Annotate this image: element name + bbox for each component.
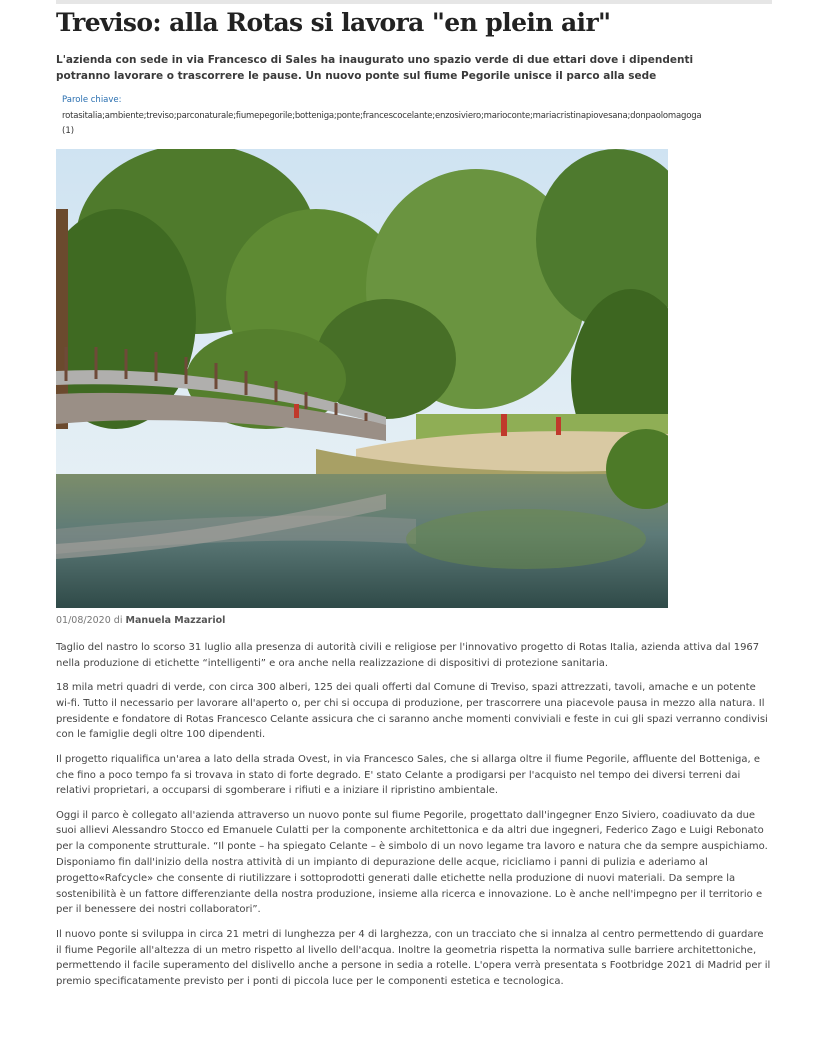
publish-date: 01/08/2020 (56, 615, 111, 626)
article-title: Treviso: alla Rotas si lavora "en plein air" (56, 8, 611, 37)
paragraph: 18 mila metri quadri di verde, con circa 300 alberi, 125 dei quali offerti dal Comune di Treviso, spazi attrezzati, tavoli, amache e un potente wi-fi. Tutto il necessario per lavorare all'aperto o, per chi si occupa di produzione, per trascorrere una piacevole pausa in mezzo alla natura. Il presidente e fondatore di Rotas Francesco Celante assicura che ci saranno anche momenti conviviali e feste in cui gli spazi verranno condivisi con le famiglie degli oltre 100 dipendenti. (56, 682, 768, 741)
top-divider (56, 0, 772, 4)
paragraph: Il progetto riqualifica un'area a lato della strada Ovest, in via Francesco Sales, che si allarga oltre il fiume Pegorile, affluente del Botteniga, e che fino a poco tempo fa si trovava in stato di forte degrado. E' stato Celante a prodigarsi per l'acquisto nel tempo dei diversi terreni dai relativi proprietari, a occuparsi di sgomberare i rifiuti e a iniziare il ripristino ambientale. (56, 753, 761, 797)
byline-di: di (113, 615, 123, 626)
byline (56, 615, 225, 626)
author-name[interactable]: Manuela Mazzariol (125, 615, 226, 626)
keywords-count: (1) (62, 126, 75, 136)
article-body (56, 640, 772, 998)
keywords-label: Parole chiave: (62, 95, 122, 105)
paragraph: Taglio del nastro lo scorso 31 luglio alla presenza di autorità civili e religiose per l'innovativo progetto di Rotas Italia, azienda attiva dal 1967 nella produzione di etichette “intelligenti” e ora anche nella realizzazione di dispositivi di protezione sanitaria. (56, 642, 760, 669)
keywords-list[interactable]: rotasitalia;ambiente;treviso;parconaturale;fiumepegorile;botteniga;ponte;francescocelante;enzosiviero;marioconte;mariacristinapiovesana;donpaolomagoga (62, 111, 702, 121)
article-photo (56, 149, 668, 608)
paragraph: Oggi il parco è collegato all'azienda attraverso un nuovo ponte sul fiume Pegorile, progettato dall'ingegner Enzo Siviero, coadiuvato da due suoi allievi Alessandro Stocco ed Emanuele Culatti per la componente architettonica e da altri due ingegneri, Federico Zago e Luigi Rebonato per la componente strutturale. “Il ponte – ha spiegato Celante – è simbolo di un novo legame tra lavoro e natura che da sempre auspichiamo. Disponiamo fin dall'inizio della nostra attività di un impianto di depurazione delle acque, ricicliamo i panni di pulizia e aderiamo al progetto«Rafcycle» che consente di riutilizzare i sottoprodotti generati dalle etichette nella produzione di nuovi materiali. Da sempre la sostenibilità è un fattore differenziante della nostra produzione, insieme alla ricerca e innovazione. Lo è anche nell'impegno per il territorio e per il benessere dei nostri collaboratori”. (56, 809, 768, 916)
article-subtitle: L'azienda con sede in via Francesco di Sales ha inaugurato uno spazio verde di due ettari dove i dipendenti potranno lavorare o trascorrere le pause. Un nuovo ponte sul fiume Pegorile unisce il parco alla sede (56, 54, 694, 82)
paragraph: Il nuovo ponte si sviluppa in circa 21 metri di lunghezza per 4 di larghezza, con un tracciato che si innalza al centro permettendo di guardare il fiume Pegorile all'altezza di un metro rispetto al livello dell'acqua. Inoltre la geometria rispetta la normativa sulle barriere architettoniche, permettendo il facile superamento del dislivello anche a persone in sedia a rotelle. L'opera verrà presentata s Footbridge 2021 di Madrid per il premio specificatamente previsto per i ponti di piccola luce per le componenti estetica e tecnologica. (56, 928, 771, 988)
